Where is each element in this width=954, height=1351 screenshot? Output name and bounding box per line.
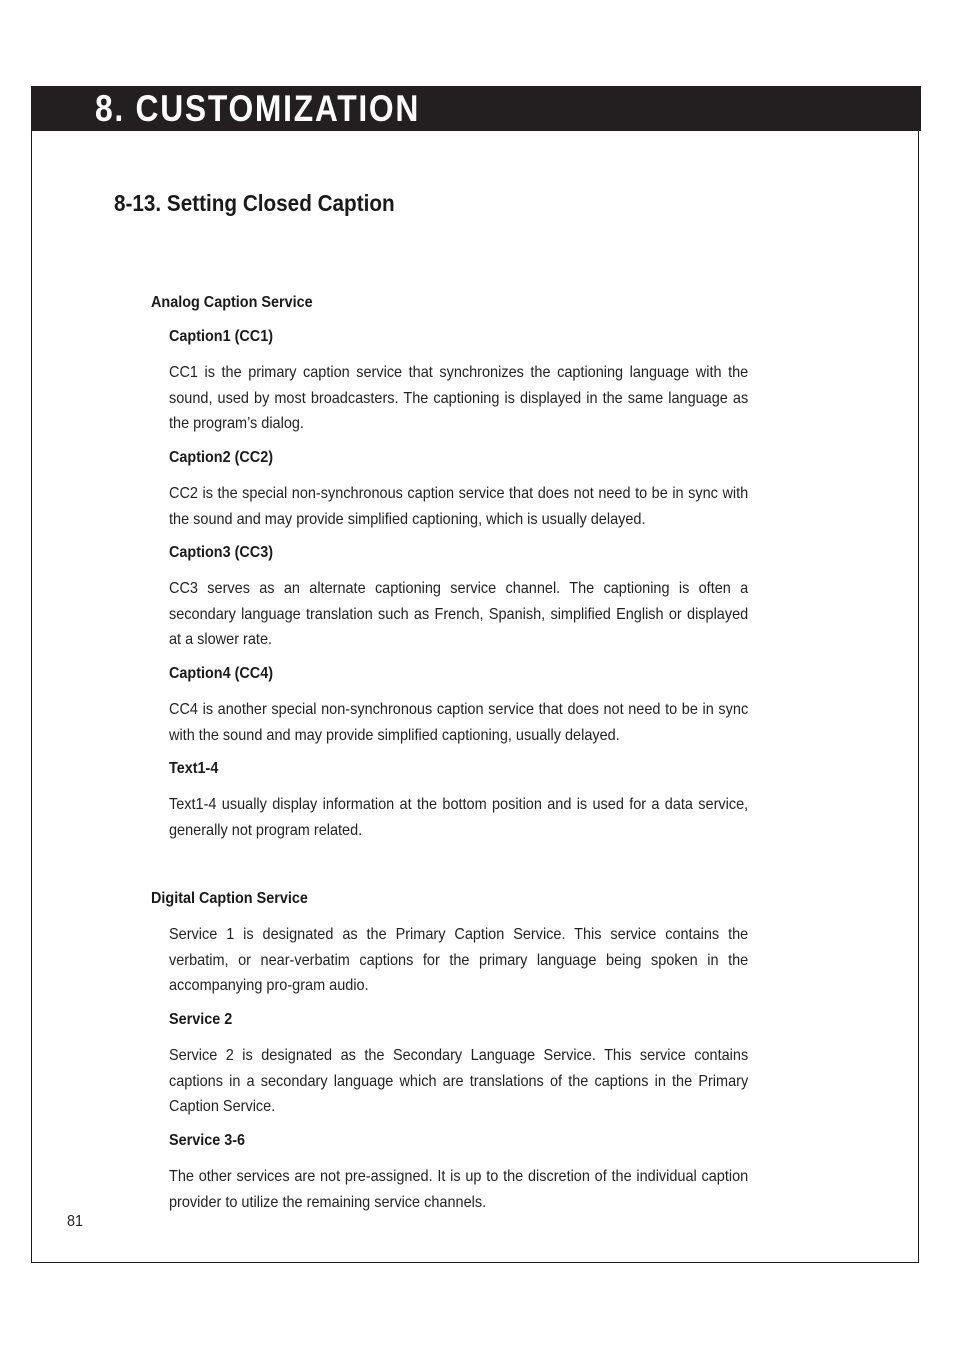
page-number: 81 — [67, 1213, 84, 1230]
text1-4-text: Text1-4 usually display information at the bottom position and is used for a data service, generally not program related. — [169, 796, 749, 839]
digital-caption-heading: Digital Caption Service — [151, 890, 308, 907]
caption3-heading: Caption3 (CC3) — [169, 544, 274, 561]
caption2-text: CC2 is the special non-synchronous caption service that does not need to be in sync with the sound and may provide simplified captioning, which is usually delayed. — [169, 485, 749, 528]
caption4-text: CC4 is another special non-synchronous caption service that does not need to be in sync with the sound and may provide simplified captioning, usually delayed. — [169, 701, 749, 744]
text1-4-heading: Text1-4 — [169, 760, 219, 777]
caption3-text: CC3 serves as an alternate captioning service channel. The captioning is often a secondary language translation such as French, Spanish, simplified English or displayed at a slower rate. — [169, 580, 749, 648]
service1-text: Service 1 is designated as the Primary Caption Service. This service contains the verbatim, or near-verbatim captions for the primary language being spoken in the accompanying pro-gram audio. — [169, 926, 749, 994]
caption4-heading: Caption4 (CC4) — [169, 665, 274, 682]
analog-caption-heading: Analog Caption Service — [151, 294, 313, 311]
chapter-title: 8. CUSTOMIZATION — [95, 88, 421, 129]
section-title: 8-13. Setting Closed Caption — [114, 190, 395, 216]
service3-6-text: The other services are not pre-assigned. It is up to the discretion of the individual caption provider to utilize the remaining service channels. — [169, 1168, 749, 1211]
service2-heading: Service 2 — [169, 1011, 233, 1028]
caption1-text: CC1 is the primary caption service that synchronizes the captioning language with the sound, used by most broadcasters. The captioning is displayed in the same language as the program’s dialog. — [169, 364, 749, 432]
caption2-heading: Caption2 (CC2) — [169, 449, 274, 466]
caption1-heading: Caption1 (CC1) — [169, 328, 274, 345]
service2-text: Service 2 is designated as the Secondary Language Service. This service contains captions in a secondary language which are translations of the captions in the Primary Caption Service. — [169, 1047, 749, 1115]
service3-6-heading: Service 3-6 — [169, 1132, 246, 1149]
